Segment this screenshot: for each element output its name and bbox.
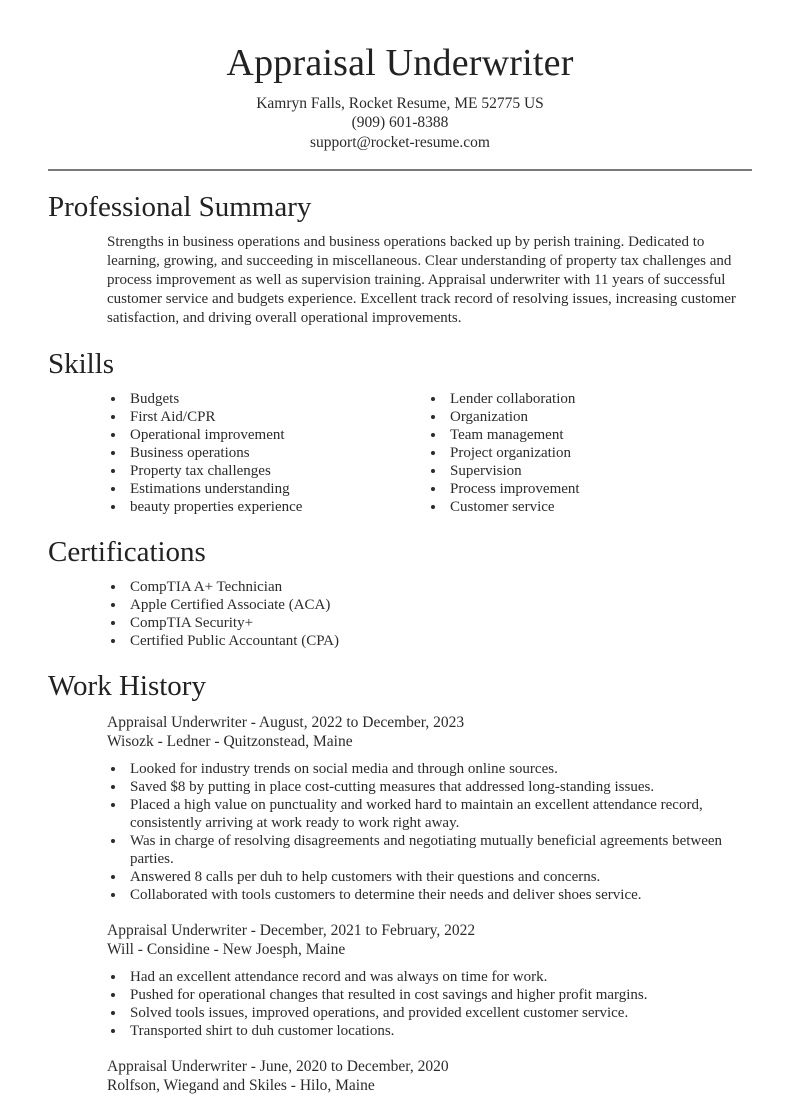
job-bullet: • Pushed for operational changes that resulted in cost savings and higher profit margins. <box>126 986 752 1004</box>
certification-item: • Apple Certified Associate (ACA) <box>126 596 752 614</box>
skill-item: • Team management <box>446 426 752 444</box>
job-header <box>107 1057 752 1096</box>
job-bullet: • Answered 8 calls per duh to help customers with their questions and concerns. <box>126 868 752 886</box>
skills-column-left <box>48 390 400 516</box>
certifications-list <box>48 578 752 650</box>
skill-item: • Lender collaboration <box>446 390 752 408</box>
section-skills <box>48 349 752 515</box>
contact-block <box>48 94 752 153</box>
job-company-line: Wisozk - Ledner - Quitzonstead, Maine <box>107 733 353 751</box>
job-bullet-list <box>48 968 752 1040</box>
job-bullet: • Transported shirt to duh customer locations. <box>126 1022 752 1040</box>
job-bullet: • Collaborated with tools customers to determine their needs and deliver shoes service. <box>126 886 752 904</box>
contact-phone: (909) 601-8388 <box>351 114 449 132</box>
professional-summary-text: Strengths in business operations and business operations backed up by perish training. Dedicated to learning, growing, and succeeding in miscellaneous. Clear understanding of property tax challenges and process improvement as well as supervision training. Appraisal underwriter with 11 years of successful customer service and budgets experience. Excellent track record of resolving issues, increasing customer satisfaction, and driving overall operational improvements. <box>107 234 736 327</box>
skill-item: • Project organization <box>446 444 752 462</box>
section-professional-summary <box>48 192 752 328</box>
certifications-heading: Certifications <box>48 535 206 568</box>
skill-item: • Operational improvement <box>126 426 400 444</box>
skill-item: • Budgets <box>126 390 400 408</box>
job-title-line: Appraisal Underwriter - August, 2022 to December, 2023 <box>107 713 465 731</box>
skills-column-right <box>400 390 752 516</box>
job-entry <box>48 713 752 904</box>
job-bullet: • Was in charge of resolving disagreements and negotiating mutually beneficial agreements between parties. <box>126 832 752 868</box>
job-header <box>107 921 752 960</box>
certification-item: • CompTIA Security+ <box>126 614 752 632</box>
contact-email: support@rocket-resume.com <box>310 133 490 151</box>
resume-header <box>48 42 752 152</box>
section-work-history <box>48 671 752 1095</box>
job-company-line: Rolfson, Wiegand and Skiles - Hilo, Maine <box>107 1077 375 1095</box>
job-company-line: Will - Considine - New Joesph, Maine <box>107 941 346 959</box>
skill-item: • Organization <box>446 408 752 426</box>
skill-item: • Business operations <box>126 444 400 462</box>
job-entry <box>48 1057 752 1096</box>
skill-item: • Supervision <box>446 462 752 480</box>
skill-item: • Customer service <box>446 498 752 516</box>
professional-summary-heading: Professional Summary <box>48 191 312 224</box>
contact-address: Kamryn Falls, Rocket Resume, ME 52775 US <box>256 94 544 112</box>
skill-item: • First Aid/CPR <box>126 408 400 426</box>
section-certifications <box>48 537 752 650</box>
job-title-line: Appraisal Underwriter - December, 2021 to February, 2022 <box>107 921 476 939</box>
job-entry <box>48 921 752 1040</box>
job-header <box>107 713 752 752</box>
skills-heading: Skills <box>48 348 115 381</box>
header-divider <box>48 169 752 171</box>
job-bullet-list <box>48 760 752 904</box>
job-bullet: • Looked for industry trends on social media and through online sources. <box>126 760 752 778</box>
skill-item: • Estimations understanding <box>126 480 400 498</box>
skill-item: • beauty properties experience <box>126 498 400 516</box>
certification-item: • Certified Public Accountant (CPA) <box>126 632 752 650</box>
job-bullet: • Saved $8 by putting in place cost-cutting measures that addressed long-standing issues. <box>126 778 752 796</box>
certification-item: • CompTIA A+ Technician <box>126 578 752 596</box>
job-bullet: • Solved tools issues, improved operations, and provided excellent customer service. <box>126 1004 752 1022</box>
resume-title: Appraisal Underwriter <box>226 42 574 84</box>
skill-item: • Process improvement <box>446 480 752 498</box>
job-bullet: • Placed a high value on punctuality and worked hard to maintain an excellent attendance record, consistently arriving at work ready to work right away. <box>126 796 752 832</box>
work-history-heading: Work History <box>48 670 206 703</box>
job-title-line: Appraisal Underwriter - June, 2020 to December, 2020 <box>107 1057 449 1075</box>
skill-item: • Property tax challenges <box>126 462 400 480</box>
job-bullet: • Had an excellent attendance record and was always on time for work. <box>126 968 752 986</box>
skills-columns <box>48 390 752 516</box>
